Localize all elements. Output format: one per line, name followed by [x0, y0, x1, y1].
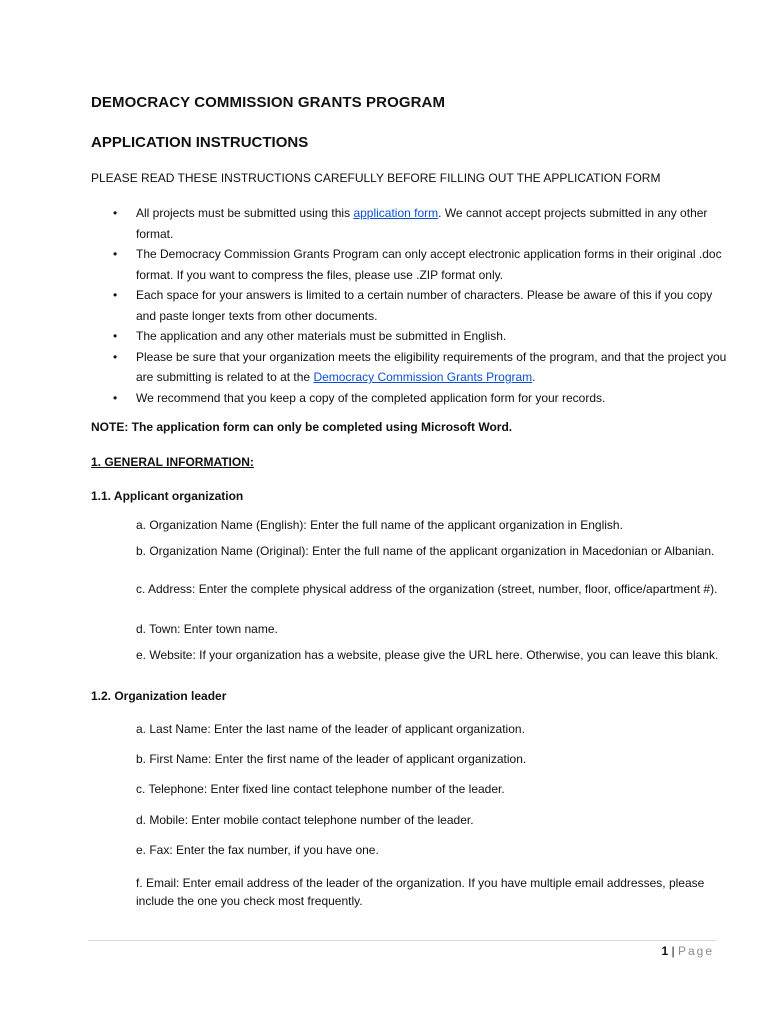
list-item: e. Website: If your organization has a website, please give the URL here. Otherwise, you can leave this blank. [136, 648, 719, 662]
list-item: d. Mobile: Enter mobile contact telephone number of the leader. [136, 813, 474, 827]
program-link[interactable]: Democracy Commission Grants Program [313, 370, 533, 384]
list-item: b. First Name: Enter the first name of the leader of applicant organization. [136, 752, 527, 766]
footer-divider [88, 940, 716, 941]
list-item: • All projects must be submitted using this application form. We cannot accept projects submitted in any other format. [91, 203, 731, 244]
list-item: e. Fax: Enter the fax number, if you have one. [136, 843, 379, 857]
list-item: f. Email: Enter email address of the leader of the organization. If you have multiple email addresses, please include the one you check most frequently. [136, 876, 705, 908]
bullet-icon: • [113, 288, 118, 302]
bullet-icon: • [113, 349, 118, 364]
document-subtitle: APPLICATION INSTRUCTIONS [91, 134, 309, 151]
list-item: a. Last Name: Enter the last name of the leader of applicant organization. [136, 722, 525, 736]
list-item: • Please be sure that your organization meets the eligibility requirements of the program, and that the project you are submitting is related to at the Democracy Commission Grants Program. [91, 347, 731, 388]
document-title: DEMOCRACY COMMISSION GRANTS PROGRAM [91, 94, 446, 111]
list-item: c. Telephone: Enter fixed line contact telephone number of the leader. [136, 782, 505, 796]
footer-separator: | [671, 944, 675, 958]
list-item: c. Address: Enter the complete physical address of the organization (street, number, floor, office/apartment #). [136, 582, 718, 596]
list-item: • The application and any other materials must be submitted in English. [91, 326, 731, 347]
note-text: NOTE: The application form can only be completed using Microsoft Word. [91, 420, 513, 434]
list-item: a. Organization Name (English): Enter the full name of the applicant organization in English. [136, 518, 623, 532]
page-footer [661, 944, 714, 958]
subsection-heading: 1.2. Organization leader [91, 689, 227, 703]
instruction-list [91, 203, 731, 408]
subsection-heading: 1.1. Applicant organization [91, 489, 244, 503]
list-item: • The Democracy Commission Grants Program can only accept electronic application forms in their original .doc format. If you want to compress the files, please use .ZIP format only. [91, 244, 731, 285]
bullet-icon: • [113, 390, 118, 405]
list-item: d. Town: Enter town name. [136, 622, 278, 636]
instruction-heading: PLEASE READ THESE INSTRUCTIONS CAREFULLY BEFORE FILLING OUT THE APPLICATION FORM [91, 171, 661, 185]
section-heading: 1. GENERAL INFORMATION: [91, 455, 254, 469]
application-form-link[interactable]: application form [353, 206, 439, 220]
list-item: • We recommend that you keep a copy of the completed application form for your records. [91, 388, 731, 409]
bullet-icon: • [113, 329, 118, 343]
page-number: 1 [661, 944, 669, 958]
list-item: • Each space for your answers is limited to a certain number of characters. Please be aware of this if you copy and paste longer texts from other documents. [91, 285, 731, 326]
page-label: Page [677, 944, 714, 958]
bullet-icon: • [113, 206, 118, 220]
bullet-icon: • [113, 247, 118, 261]
list-item: b. Organization Name (Original): Enter the full name of the applicant organization in Macedonian or Albanian. [136, 544, 715, 558]
